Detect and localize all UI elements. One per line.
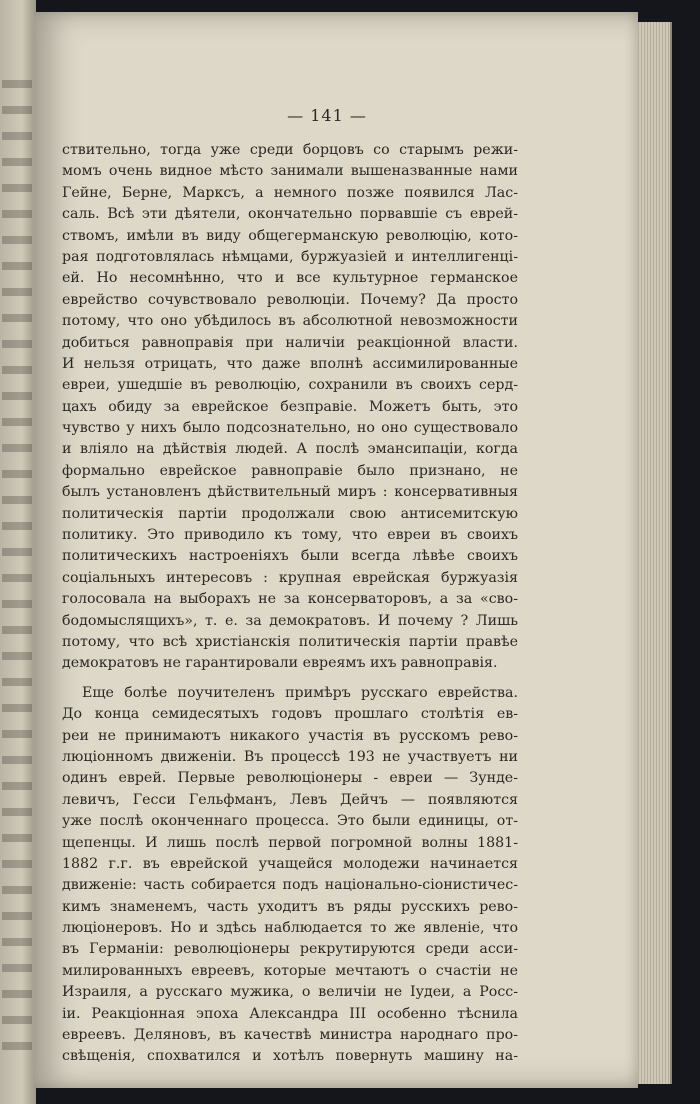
text-line: Еще болѣе поучителенъ примѣръ русскаго еврейства. [82,684,518,701]
text-line: iи. Реакцiонная эпоха Александра III особенно тѣснила [62,1005,518,1022]
body-text [62,140,518,1068]
text-line: голосовала на выборахъ не за консерваторовъ, а за «сво- [62,591,518,608]
text-line: 1882 г.г. въ еврейской учащейся молодежи начинается [62,855,518,872]
text-line: люцiонномъ движенiи. Въ процессѣ 193 не участвуетъ ни [62,748,518,765]
text-line: еврейство сочувствовало революцiи. Почему? Да просто [62,291,518,308]
text-line: политическiя партiи продолжали свою антисемитскую [62,505,518,522]
text-line: чувство у нихъ было подсознательно, но оно существовало [62,420,518,437]
text-line: ствительно, тогда уже среди борцовъ со старымъ режи- [62,142,518,158]
text-line: уже послѣ оконченнаго процесса. Это были единицы, от- [62,813,518,830]
text-line: ствомъ, имѣли въ виду общегерманскую революцiю, кото- [62,227,518,244]
text-line: люцiонеровъ. Но и здѣсь наблюдается то же явленiе, что [62,920,518,937]
text-line: формально еврейское равноправiе было признано, не [62,462,518,479]
page-number: — 141 — [287,106,367,125]
text-line: свѣщенiя, спохватился и хотѣлъ повернуть машину на- [62,1048,518,1065]
text-line: движенiе: часть собирается подъ нацiонально-сiонистичес- [62,877,518,894]
text-line: бодомыслящихъ», т. е. за демократовъ. И почему ? Лишь [62,612,518,629]
page-stack-edge [636,22,672,1084]
text-line: евреевъ. Деляновъ, въ качествѣ министра народнаго про- [62,1027,518,1044]
text-line: политику. Это приводило къ тому, что евреи въ своихъ [62,527,518,544]
text-line: добиться равноправiя при наличiи реакцiонной власти. [62,334,518,351]
text-line: рая подготовлялась нѣмцами, буржуазiей и интеллигенцi- [62,248,518,265]
text-line: реи не принимаютъ никакого участiя въ русскомъ рево- [62,727,518,744]
text-line: потому, что оно убѣдилось въ абсолютной невозможности [62,313,518,330]
book-page [34,12,638,1088]
text-line: До конца семидесятыхъ годовъ прошлаго столѣтiя ев- [62,706,518,723]
text-line: евреи, ушедшiе въ революцiю, сохранили въ своихъ серд- [62,377,518,394]
text-line: момъ очень видное мѣсто занимали вышеназванные нами [62,163,518,180]
text-line: демократовъ не гарантировали евреямъ ихъ равноправiя. [62,655,498,672]
text-line: въ Германiи: революцiонеры рекрутируются среди асси- [62,941,518,958]
text-line: И нельзя отрицать, что даже вполнѣ ассимилированные [62,355,518,372]
text-line: саль. Всѣ эти дѣятели, окончательно порвавшiе съ еврей- [62,206,518,223]
text-line: милированныхъ евреевъ, которые мечтаютъ о счастiи не [62,962,518,979]
text-line: былъ установленъ дѣйствительный миръ : консервативныя [62,484,518,501]
text-line: левичъ, Гесси Гельфманъ, Левъ Дейчъ — появляются [62,791,518,808]
text-line: и влiяло на дѣйствiя людей. А послѣ эмансипацiи, когда [62,441,518,458]
text-line: соцiальныхъ интересовъ : крупная еврейская буржуазiя [62,569,518,586]
text-line: одинъ еврей. Первые революцiонеры - евреи — Зунде- [62,770,518,787]
text-line: ей. Но несомнѣнно, что и все культурное германское [62,270,518,287]
text-line: щепенцы. И лишь послѣ первой погромной волны 1881- [62,834,518,851]
paragraph-gap [62,675,518,683]
text-line: потому, что всѣ христiанскiя политическiя партiи правѣе [62,633,518,650]
text-line: политическихъ настроенiяхъ были всегда лѣвѣе своихъ [62,548,518,565]
left-page-text-sliver [2,80,32,1060]
text-line: Израиля, а русскаго мужика, о величiи не Iудеи, а Росс- [62,984,518,1001]
text-line: цахъ обиду за еврейское безправiе. Можетъ быть, это [62,398,518,415]
left-page-edge [0,0,36,1104]
text-line: Гейне, Берне, Марксъ, а немного позже появился Лас- [62,184,518,201]
text-line: кимъ знаменемъ, часть уходитъ въ ряды русскихъ рево- [62,898,518,915]
